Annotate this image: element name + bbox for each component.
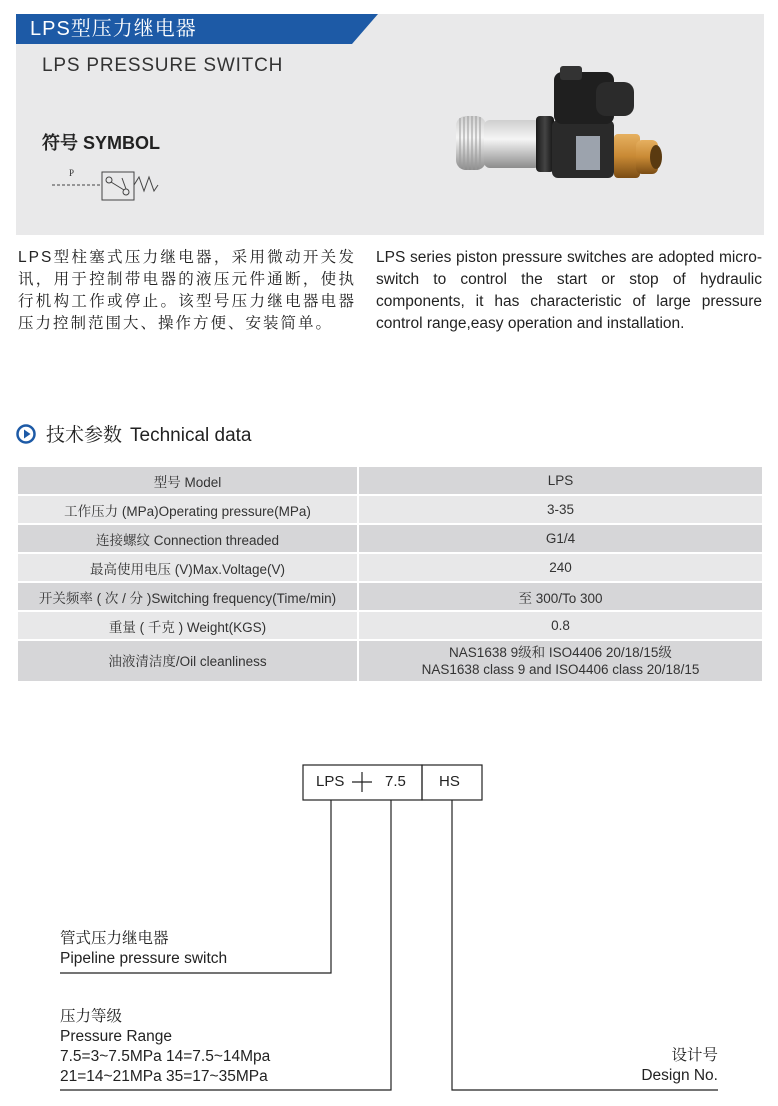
note-pressure-line4: 21=14~21MPa 35=17~35MPa	[60, 1068, 268, 1085]
spec-label: 连接螺纹 Connection threaded	[17, 524, 358, 553]
spec-value: 3-35	[358, 495, 763, 524]
table-row	[17, 582, 763, 611]
note-pressure-cn: 压力等级	[60, 1008, 123, 1025]
note-pipeline-en: Pipeline pressure switch	[60, 950, 228, 967]
section-title	[46, 420, 251, 447]
note-pipeline	[60, 929, 227, 969]
symbol-label: 符号 SYMBOL	[42, 133, 161, 153]
spec-label: 工作压力 (MPa)Operating pressure(MPa)	[17, 495, 358, 524]
table-row	[17, 553, 763, 582]
note-pressure-en: Pressure Range	[60, 1028, 173, 1045]
product-image	[448, 58, 678, 218]
spec-value	[358, 640, 763, 682]
code-part-pressure: 7.5	[385, 773, 406, 790]
spec-value: 240	[358, 553, 763, 582]
spec-value: 0.8	[358, 611, 763, 640]
code-part-model: LPS	[316, 773, 345, 790]
spec-label: 最高使用电压 (V)Max.Voltage(V)	[17, 553, 358, 582]
note-pipeline-cn: 管式压力继电器	[60, 930, 169, 947]
symbol-port-label: P	[69, 168, 75, 178]
spec-label: 开关频率 ( 次 / 分 )Switching frequency(Time/min)	[17, 582, 358, 611]
note-design-no	[600, 1046, 718, 1086]
spec-value-line2: NAS1638 class 9 and ISO4406 class 20/18/15	[421, 662, 700, 677]
note-pressure-line3: 7.5=3~7.5MPa 14=7.5~14Mpa	[60, 1048, 271, 1065]
spec-label: 型号 Model	[17, 466, 358, 495]
note-design-en: Design No.	[641, 1067, 718, 1084]
table-row	[17, 524, 763, 553]
description-en: LPS series piston pressure switches are adopted micro-switch to control the start or stop of hydraulic components, it has characteristic of large pressure control range,easy operation and installation.	[376, 249, 762, 332]
description-cn: LPS型柱塞式压力继电器，采用微动开关发讯，用于控制带电器的液压元件通断，使执行机构工作或停止。该型号压力继电器电器压力控制范围大、操作方便、安装简单。	[18, 249, 356, 332]
spec-value: LPS	[358, 466, 763, 495]
play-circle-icon	[16, 424, 36, 444]
page-title: LPS型压力继电器	[30, 18, 197, 40]
spec-value: 至 300/To 300	[358, 582, 763, 611]
page-subtitle: LPS PRESSURE SWITCH	[42, 55, 284, 76]
table-row	[17, 640, 763, 682]
table-row	[17, 611, 763, 640]
table-row	[17, 466, 763, 495]
section-title-cn: 技术参数	[46, 425, 123, 446]
section-title-en: Technical data	[130, 425, 252, 446]
note-design-cn: 设计号	[671, 1047, 718, 1064]
table-row	[17, 495, 763, 524]
spec-label: 重量 ( 千克 ) Weight(KGS)	[17, 611, 358, 640]
spec-label: 油液清洁度/Oil cleanliness	[17, 640, 358, 682]
code-part-design: HS	[439, 773, 460, 790]
spec-table	[16, 465, 764, 683]
spec-value: G1/4	[358, 524, 763, 553]
note-pressure-range	[60, 1007, 270, 1087]
spec-value-line1: NAS1638 9级和 ISO4406 20/18/15级	[449, 645, 672, 660]
hydraulic-symbol	[52, 164, 162, 206]
